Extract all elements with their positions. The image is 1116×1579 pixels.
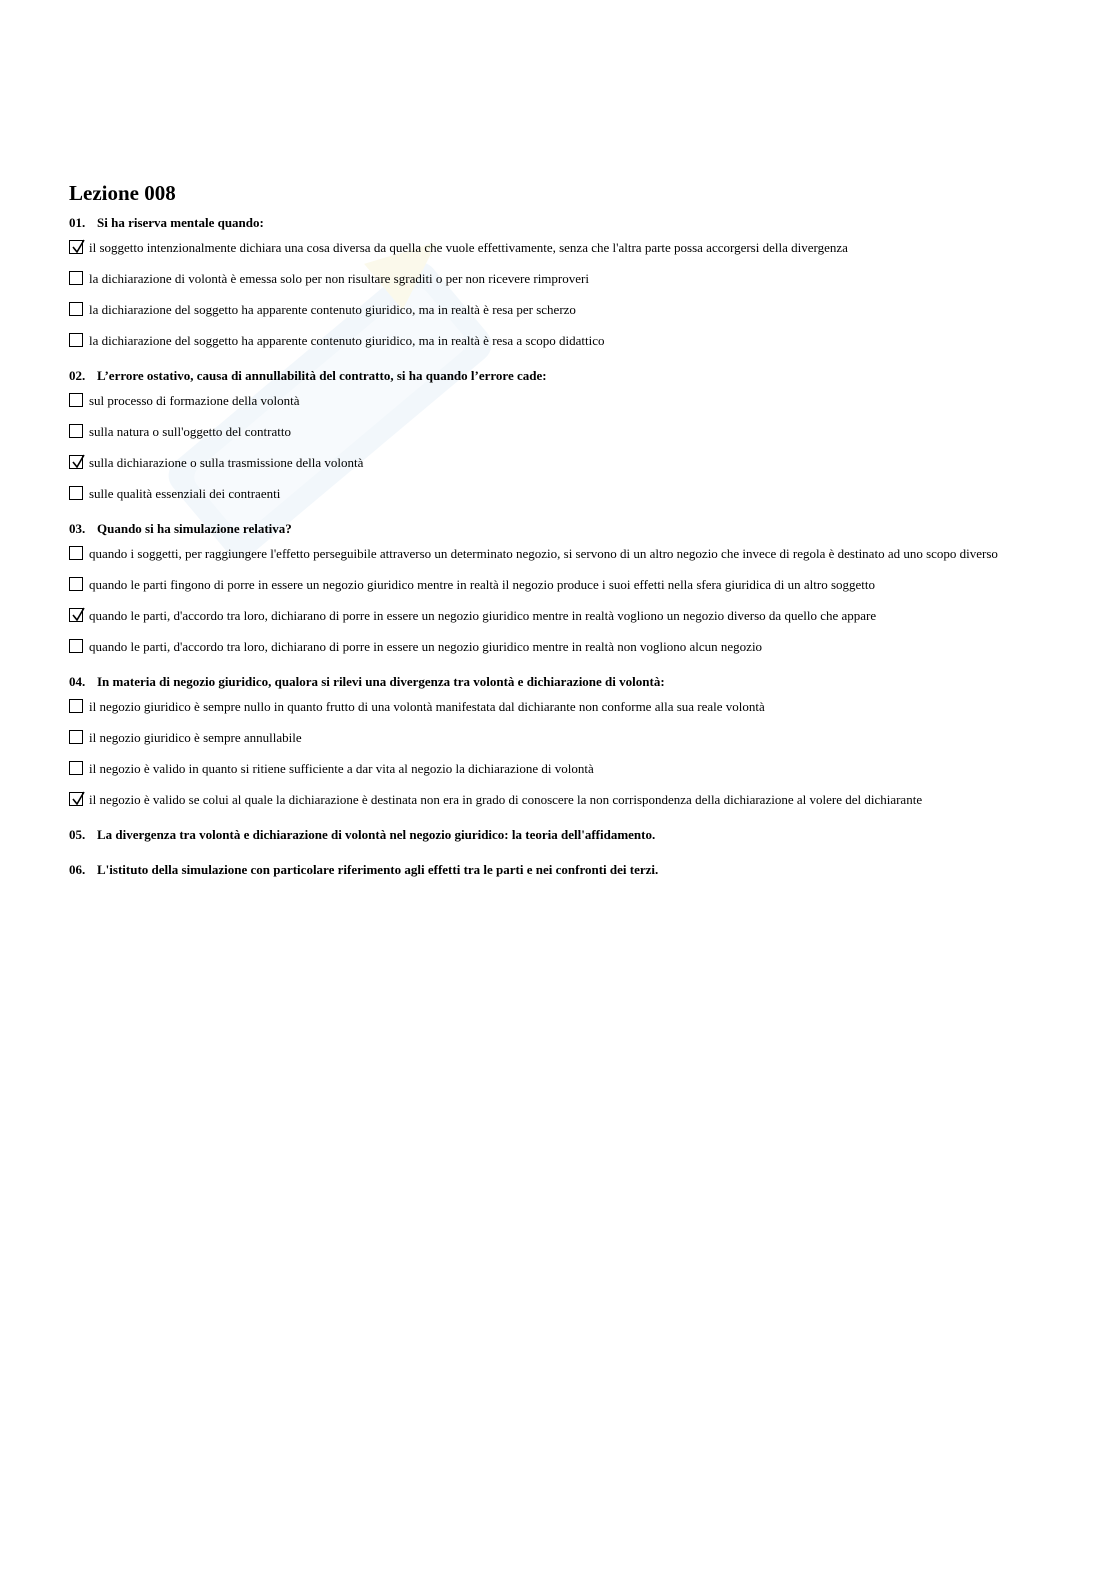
answer-option[interactable] xyxy=(69,393,1049,409)
checkbox-unchecked[interactable] xyxy=(69,302,83,316)
checkmark-icon xyxy=(70,453,86,471)
question-heading xyxy=(69,367,1049,384)
answer-text: la dichiarazione del soggetto ha apparente contenuto giuridico, ma in realtà è resa a scopo didattico xyxy=(89,333,605,348)
checkbox-unchecked[interactable] xyxy=(69,699,83,713)
checkbox-unchecked[interactable] xyxy=(69,730,83,744)
checkbox-unchecked[interactable] xyxy=(69,546,83,560)
question-number: 04. xyxy=(69,674,86,689)
question-text: In materia di negozio giuridico, qualora si rilevi una divergenza tra volontà e dichiarazione di volontà: xyxy=(97,674,665,689)
checkbox-checked[interactable] xyxy=(69,455,83,469)
answer-text: sulla natura o sull'oggetto del contratto xyxy=(89,424,291,439)
question-list xyxy=(69,214,1049,878)
answer-text: quando le parti fingono di porre in essere un negozio giuridico mentre in realtà il negozio produce i suoi effetti nella sfera giuridica di un altro soggetto xyxy=(89,577,876,592)
answer-option[interactable] xyxy=(69,639,1049,655)
checkbox-unchecked[interactable] xyxy=(69,761,83,775)
question-heading xyxy=(69,826,1049,843)
answer-option[interactable] xyxy=(69,302,1049,318)
checkmark-icon xyxy=(70,238,86,256)
question-text: L’errore ostativo, causa di annullabilità del contratto, si ha quando l’errore cade: xyxy=(97,368,547,383)
checkbox-unchecked[interactable] xyxy=(69,577,83,591)
question-4 xyxy=(69,673,1049,808)
answer-option[interactable] xyxy=(69,792,1049,808)
question-heading xyxy=(69,673,1049,690)
answer-text: la dichiarazione del soggetto ha apparente contenuto giuridico, ma in realtà è resa per scherzo xyxy=(89,302,576,317)
question-5 xyxy=(69,826,1049,843)
answer-text: quando le parti, d'accordo tra loro, dichiarano di porre in essere un negozio giuridico mentre in realtà non vogliono alcun negozio xyxy=(89,639,763,654)
answer-option[interactable] xyxy=(69,699,1049,715)
answer-option[interactable] xyxy=(69,761,1049,777)
question-heading xyxy=(69,214,1049,231)
checkbox-checked[interactable] xyxy=(69,240,83,254)
checkbox-unchecked[interactable] xyxy=(69,271,83,285)
answer-text: quando i soggetti, per raggiungere l'effetto perseguibile attraverso un determinato negozio, si servono di un altro negozio che invece di regola è destinato ad uno scopo diverso xyxy=(89,546,998,561)
checkmark-icon xyxy=(70,606,86,624)
checkbox-unchecked[interactable] xyxy=(69,333,83,347)
question-text: Quando si ha simulazione relativa? xyxy=(97,521,292,536)
answer-text: quando le parti, d'accordo tra loro, dichiarano di porre in essere un negozio giuridico mentre in realtà vogliono un negozio diverso da quello che appare xyxy=(89,608,877,623)
document-page xyxy=(69,180,1049,896)
answer-option[interactable] xyxy=(69,546,1049,562)
question-number: 02. xyxy=(69,368,86,383)
page-title: Lezione 008 xyxy=(69,181,176,205)
checkbox-checked[interactable] xyxy=(69,608,83,622)
question-3 xyxy=(69,520,1049,655)
answer-text: sulle qualità essenziali dei contraenti xyxy=(89,486,281,501)
question-2 xyxy=(69,367,1049,502)
answer-text: il negozio giuridico è sempre nullo in quanto frutto di una volontà manifestata dal dichiarante non conforme alla sua reale volontà xyxy=(89,699,765,714)
checkbox-unchecked[interactable] xyxy=(69,639,83,653)
question-number: 06. xyxy=(69,862,86,877)
answer-text: il negozio giuridico è sempre annullabile xyxy=(89,730,302,745)
checkbox-unchecked[interactable] xyxy=(69,424,83,438)
answer-option[interactable] xyxy=(69,730,1049,746)
answer-option[interactable] xyxy=(69,271,1049,287)
question-text: Si ha riserva mentale quando: xyxy=(97,215,264,230)
question-number: 03. xyxy=(69,521,86,536)
question-text: La divergenza tra volontà e dichiarazione di volontà nel negozio giuridico: la teoria dell'affidamento. xyxy=(97,827,656,842)
answer-option[interactable] xyxy=(69,240,1049,256)
answer-option[interactable] xyxy=(69,455,1049,471)
answer-text: il negozio è valido se colui al quale la dichiarazione è destinata non era in grado di conoscere la non corrispondenza della dichiarazione al volere del dichiarante xyxy=(89,792,923,807)
question-number: 05. xyxy=(69,827,86,842)
question-heading xyxy=(69,520,1049,537)
question-text: L'istituto della simulazione con particolare riferimento agli effetti tra le parti e nei confronti dei terzi. xyxy=(97,862,659,877)
answer-option[interactable] xyxy=(69,486,1049,502)
question-1 xyxy=(69,214,1049,349)
answer-text: il soggetto intenzionalmente dichiara una cosa diversa da quella che vuole effettivamente, senza che l'altra parte possa accorgersi della divergenza xyxy=(89,240,848,255)
answer-option[interactable] xyxy=(69,577,1049,593)
checkbox-unchecked[interactable] xyxy=(69,486,83,500)
answer-option[interactable] xyxy=(69,608,1049,624)
answer-text: sul processo di formazione della volontà xyxy=(89,393,300,408)
question-number: 01. xyxy=(69,215,86,230)
answer-option[interactable] xyxy=(69,424,1049,440)
answer-option[interactable] xyxy=(69,333,1049,349)
checkbox-unchecked[interactable] xyxy=(69,393,83,407)
question-6 xyxy=(69,861,1049,878)
checkmark-icon xyxy=(70,790,86,808)
checkbox-checked[interactable] xyxy=(69,792,83,806)
question-heading xyxy=(69,861,1049,878)
answer-text: il negozio è valido in quanto si ritiene sufficiente a dar vita al negozio la dichiarazione di volontà xyxy=(89,761,594,776)
answer-text: sulla dichiarazione o sulla trasmissione della volontà xyxy=(89,455,364,470)
answer-text: la dichiarazione di volontà è emessa solo per non risultare sgraditi o per non ricevere rimproveri xyxy=(89,271,589,286)
